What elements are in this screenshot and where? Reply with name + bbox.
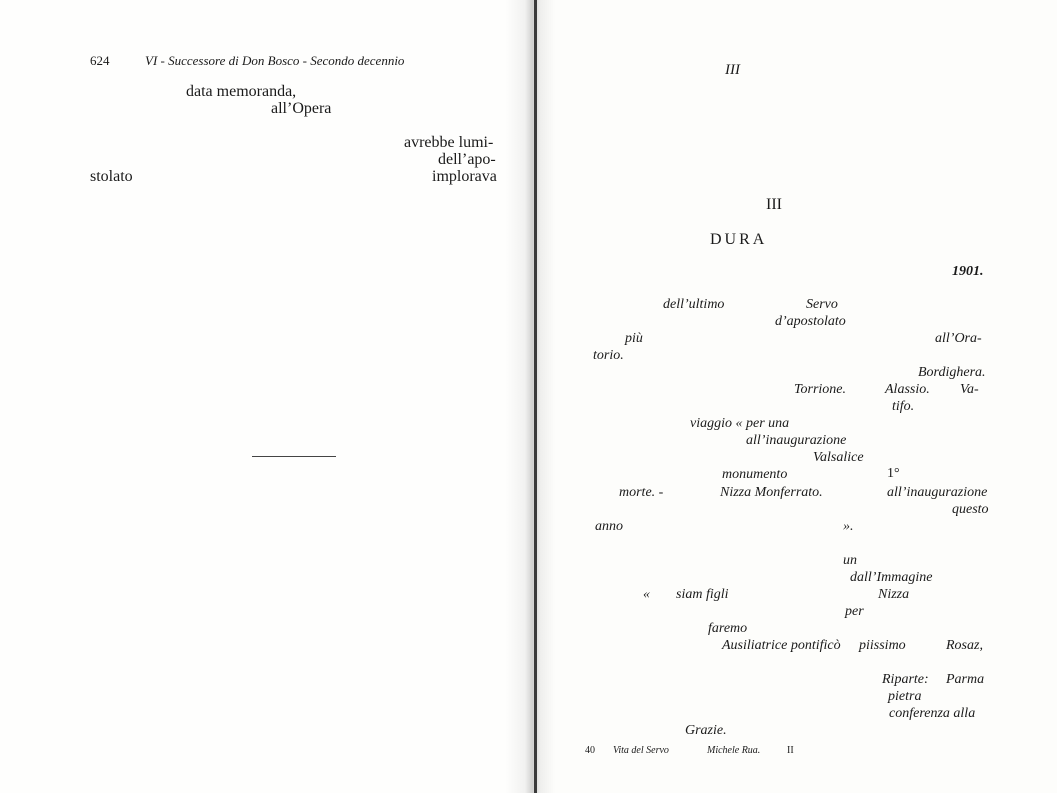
- running-title: VI - Successore di Don Bosco - Secondo decennio: [145, 53, 405, 68]
- text-fragment: per: [845, 604, 864, 619]
- text-fragment: «: [643, 587, 650, 602]
- text-fragment: Alassio.: [885, 382, 930, 397]
- header-roman: III: [725, 62, 740, 78]
- text-fragment: Grazie.: [685, 723, 727, 738]
- text-fragment: ».: [843, 519, 854, 534]
- text-line: avrebbe lumi-: [404, 134, 494, 151]
- text-fragment: dell’ultimo: [663, 297, 725, 312]
- text-fragment: Ausiliatrice pontificò: [722, 638, 841, 653]
- text-line: stolato: [90, 168, 133, 185]
- text-fragment: d’apostolato: [775, 314, 846, 329]
- chapter-title: DURA: [710, 231, 768, 248]
- text-fragment: viaggio « per una: [690, 416, 790, 431]
- page-number: 624: [90, 53, 110, 68]
- text-fragment: Parma: [946, 672, 985, 687]
- text-fragment: dall’Immagine: [850, 570, 933, 585]
- text-fragment: Riparte:: [882, 672, 929, 687]
- text-fragment: Rosaz,: [946, 638, 983, 653]
- book-gutter: [505, 0, 555, 793]
- text-fragment: pietra: [888, 689, 922, 704]
- text-fragment: all’Ora-: [935, 331, 982, 346]
- text-fragment: anno: [595, 519, 623, 534]
- text-fragment: più: [625, 331, 643, 346]
- text-fragment: questo: [952, 502, 989, 517]
- text-fragment: tifo.: [892, 399, 915, 414]
- text-fragment: Nizza Monferrato.: [720, 485, 823, 500]
- year: 1901.: [952, 264, 984, 279]
- text-fragment: Va-: [960, 382, 979, 397]
- text-fragment: faremo: [708, 621, 748, 636]
- text-line: all’Opera: [271, 100, 332, 117]
- text-fragment: torio.: [593, 348, 624, 363]
- book-spine: [534, 0, 537, 793]
- text-fragment: Nizza: [878, 587, 910, 602]
- text-fragment: morte. -: [619, 485, 664, 500]
- text-fragment: un: [843, 553, 857, 568]
- text-fragment: conferenza alla: [889, 706, 976, 721]
- text-line: dell’apo-: [438, 151, 496, 168]
- text-fragment: all’inaugurazione: [746, 433, 847, 448]
- footnote-rule: [252, 456, 336, 457]
- text-fragment: Valsalice: [813, 450, 864, 465]
- footer-name: Michele Rua.: [707, 745, 761, 756]
- text-line: data memoranda,: [186, 83, 297, 100]
- footer-text: Vita del Servo: [613, 745, 669, 756]
- footer-roman: II: [787, 745, 794, 756]
- text-fragment: piissimo: [859, 638, 906, 653]
- text-fragment: Torrione.: [794, 382, 847, 397]
- text-fragment: all’inaugurazione: [887, 485, 988, 500]
- text-fragment: 1°: [887, 466, 900, 481]
- chapter-number: III: [766, 196, 782, 213]
- text-fragment: siam figli: [676, 587, 729, 602]
- text-fragment: monumento: [722, 467, 788, 482]
- text-fragment: Bordighera.: [918, 365, 986, 380]
- text-line: implorava: [432, 168, 497, 185]
- footer-number: 40: [585, 745, 595, 756]
- text-fragment: Servo: [806, 297, 838, 312]
- right-page: [530, 0, 1057, 793]
